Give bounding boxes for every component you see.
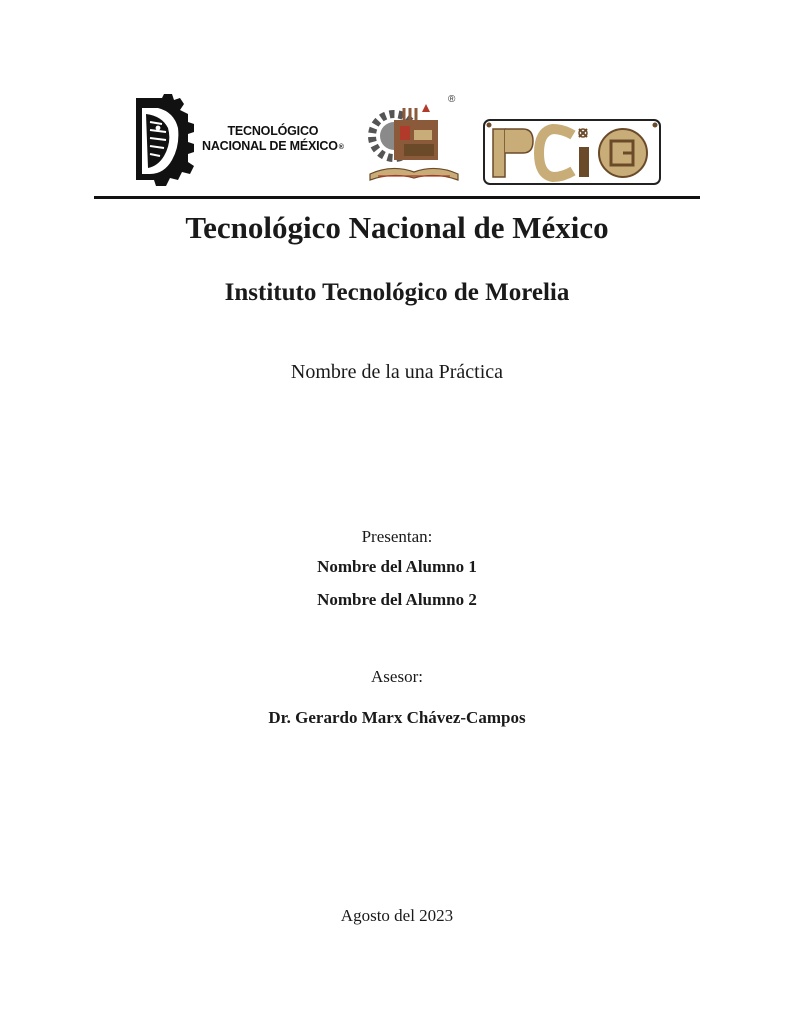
advisor-name: Dr. Gerardo Marx Chávez-Campos <box>268 708 526 727</box>
pcieg-logo-icon <box>483 119 661 185</box>
header-logos <box>0 0 794 200</box>
practice-name: Nombre de la una Práctica <box>290 361 504 383</box>
tecnm-logo-text-line2: NACIONAL DE MÉXICO <box>202 139 338 153</box>
header-divider <box>94 196 700 199</box>
registered-mark: ® <box>338 144 344 151</box>
tecnm-logo-text-line1: TECNOLÓGICO <box>227 124 319 138</box>
tecnm-logo-text <box>202 124 344 155</box>
cover-date: Agosto del 2023 <box>340 906 454 925</box>
student-name-2: Nombre del Alumno 2 <box>317 590 477 609</box>
advisor-label: Asesor: <box>371 667 423 686</box>
tecnm-gear-head-icon <box>128 94 194 188</box>
svg-text:®: ® <box>448 94 456 105</box>
page-title: Tecnológico Nacional de México <box>185 210 609 245</box>
student-name-1: Nombre del Alumno 1 <box>317 557 477 576</box>
institute-subtitle: Instituto Tecnológico de Morelia <box>224 279 570 306</box>
itm-logo-icon <box>364 90 464 188</box>
presenters-label: Presentan: <box>361 527 433 546</box>
